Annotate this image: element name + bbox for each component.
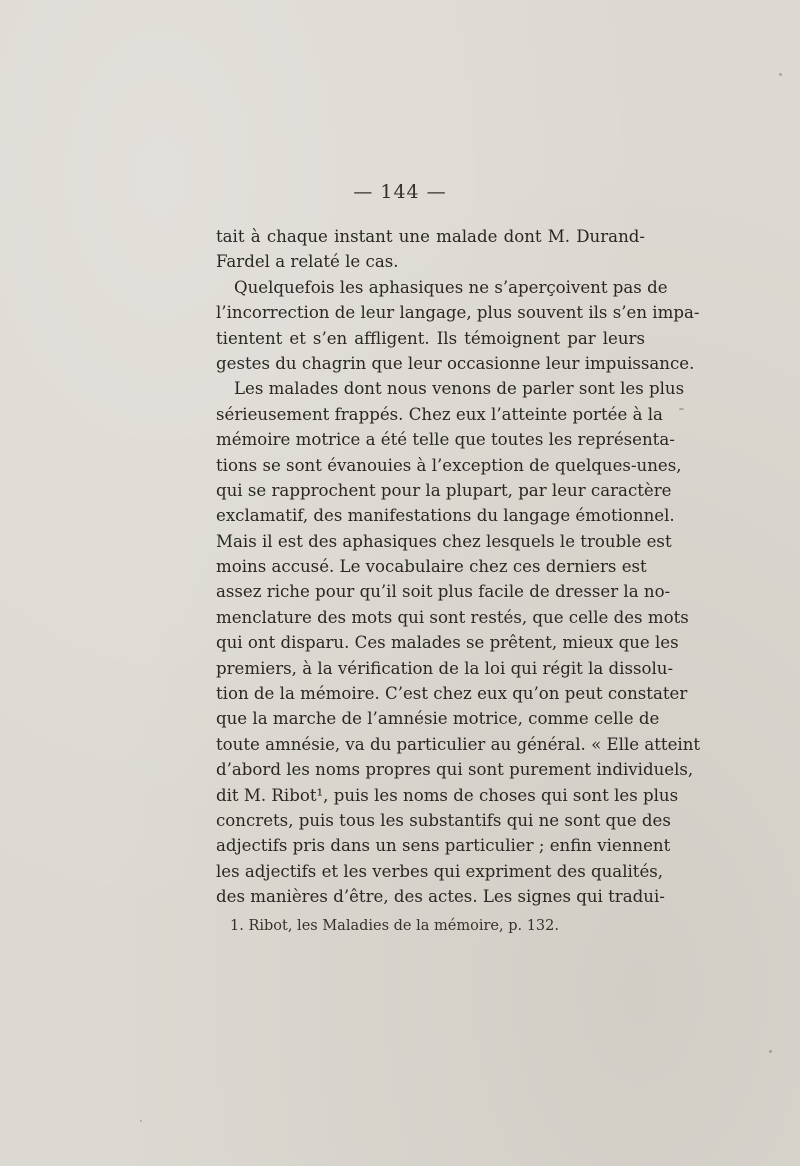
text-line: Fardel a relaté le cas.: [216, 252, 399, 272]
text-line: les adjectifs et les verbes qui expriment des qualités,: [216, 861, 664, 881]
text-line: adjectifs pris dans un sens particulier ; enfin viennent: [216, 836, 671, 856]
text-line: dit M. Ribot¹, puis les noms de choses qui sont les plus: [216, 785, 679, 805]
text-line: gestes du chagrin que leur occasionne leur impuissance.: [216, 353, 695, 373]
paper-speck: [140, 1120, 142, 1122]
body-text: [216, 224, 701, 910]
text-line: sérieusement frappés. Chez eux l’atteinte portée à la: [216, 404, 663, 424]
text-line: exclamatif, des manifestations du langage émotionnel.: [216, 506, 675, 526]
text-line: Mais il est des aphasiques chez lesquels le trouble est: [216, 531, 672, 551]
text-line: tientent et s’en affligent. Ils témoignent par leurs: [216, 328, 645, 348]
text-line: d’abord les noms propres qui sont purement individuels,: [216, 760, 694, 780]
text-line: mémoire motrice a été telle que toutes les représenta-: [216, 430, 675, 450]
text-line: premiers, à la vérification de la loi qui régit la dissolu-: [216, 658, 674, 678]
page-number: — 144 —: [353, 181, 447, 203]
text-line: qui ont disparu. Ces malades se prêtent, mieux que les: [216, 633, 679, 653]
text-line: l’incorrection de leur langage, plus souvent ils s’en impa-: [216, 303, 700, 323]
paper-speck: [779, 73, 782, 76]
text-line: Les malades dont nous venons de parler sont les plus: [234, 379, 685, 399]
text-line: Quelquefois les aphasiques ne s’aperçoivent pas de: [234, 277, 668, 297]
text-line: moins accusé. Le vocabulaire chez ces derniers est: [216, 557, 647, 577]
text-line: des manières d’être, des actes. Les signes qui tradui-: [216, 887, 665, 907]
paper-speck: [769, 1050, 772, 1053]
text-line: tions se sont évanouies à l’exception de quelques-unes,: [216, 455, 682, 475]
text-line: assez riche pour qu’il soit plus facile de dresser la no-: [216, 582, 671, 602]
text-line: tait à chaque instant une malade dont M. Durand-: [216, 227, 645, 246]
footnote: 1. Ribot, les Maladies de la mémoire, p. 132.: [230, 918, 559, 934]
text-line: que la marche de l’amnésie motrice, comme celle de: [216, 709, 660, 729]
text-line: toute amnésie, va du particulier au général. « Elle atteint: [216, 734, 701, 754]
paper-speck: [679, 408, 684, 410]
text-line: tion de la mémoire. C’est chez eux qu’on peut constater: [216, 684, 688, 704]
text-line: concrets, puis tous les substantifs qui ne sont que des: [216, 810, 671, 830]
text-line: menclature des mots qui sont restés, que celle des mots: [216, 607, 689, 627]
text-line: qui se rapprochent pour la plupart, par leur caractère: [216, 480, 672, 500]
